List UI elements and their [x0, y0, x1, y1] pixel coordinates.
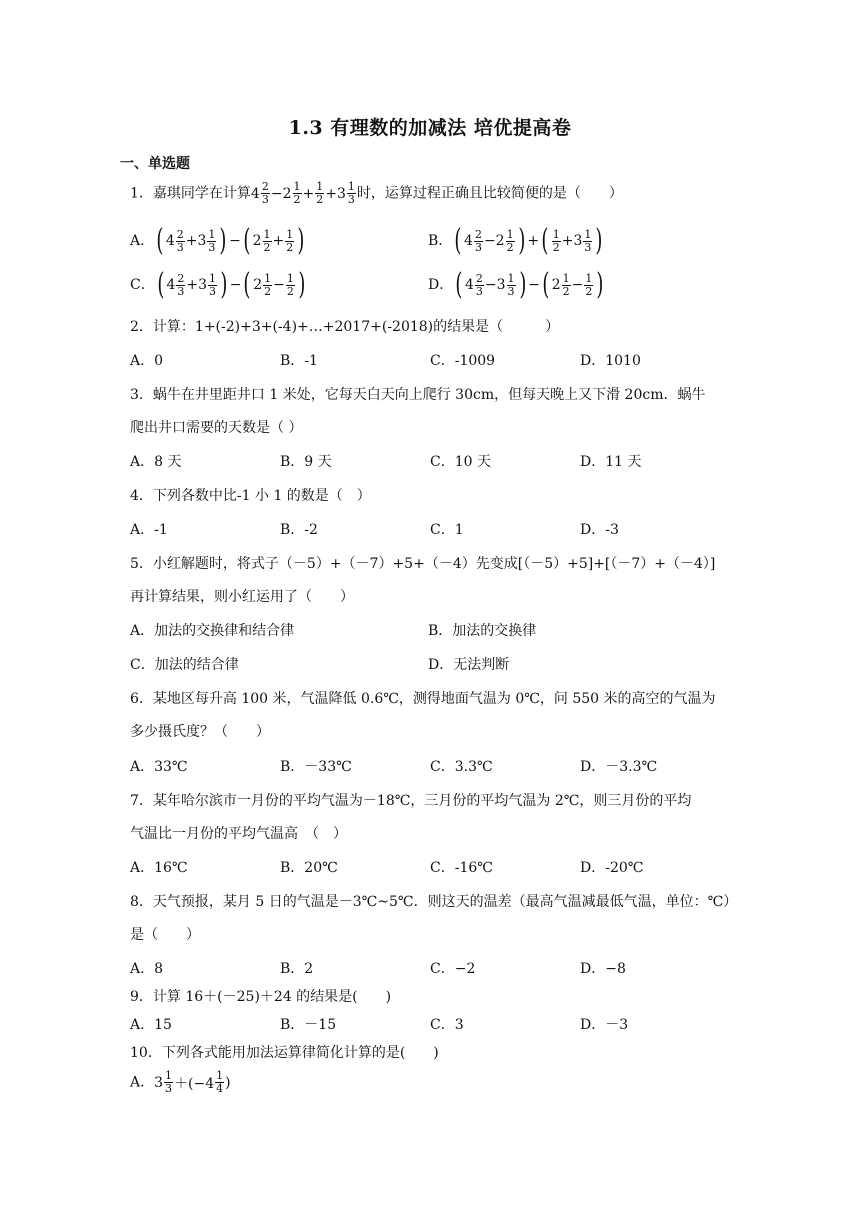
question-7-option-b[interactable]: B．20℃ — [280, 860, 338, 876]
question-3-option-b[interactable]: B．9 天 — [280, 454, 332, 470]
question-1-stem: 1．嘉琪同学在计算 4 $\frac{2}{3}$ − 2 $\frac{1}{2}$ + $\frac{1}{2}$ + 3 $\frac{1}{3}$ 时，运算过程正确且比较简便的是（ ） — [130, 180, 623, 206]
question-7-option-c[interactable]: C．-16℃ — [430, 860, 493, 876]
question-2-option-a[interactable]: A．0 — [130, 353, 164, 369]
question-8-option-a[interactable]: A．8 — [130, 961, 164, 977]
section-heading: 一、单选题 — [120, 156, 190, 172]
question-7-option-a[interactable]: A．16℃ — [130, 860, 188, 876]
question-1-expression: 4 $\frac{2}{3}$ − 2 $\frac{1}{2}$ + $\frac{1}{2}$ + 3 $\frac{1}{3}$ — [250, 180, 355, 206]
question-10-stem: 10．下列各式能用加法运算律简化计算的是( ) — [130, 1045, 439, 1061]
question-4-option-a[interactable]: A．-1 — [130, 522, 168, 538]
question-1-option-a[interactable]: A． ( 4 $\frac{2}{3}$ + 3 $\frac{1}{3}$ ) − ( 2 $\frac{1}{2}$ + $\frac{1}{2}$ ) — [130, 223, 305, 258]
question-4-stem: 4．下列各数中比-1 小 1 的数是（ ） — [130, 488, 371, 504]
question-6-option-d[interactable]: D．－3.3℃ — [580, 759, 658, 775]
question-9-option-a[interactable]: A．15 — [130, 1017, 172, 1033]
question-8-option-c[interactable]: C．−2 — [430, 961, 476, 977]
question-3-option-c[interactable]: C．10 天 — [430, 454, 491, 470]
question-5-stem-line-2: 再计算结果，则小红运用了（ ） — [130, 589, 354, 605]
question-2-stem: 2．计算：1+(-2)+3+(-4)+…+2017+(-2018)的结果是（ ） — [130, 319, 560, 335]
question-2-option-d[interactable]: D．1010 — [580, 353, 641, 369]
question-9-option-d[interactable]: D．－3 — [580, 1017, 629, 1033]
question-6-option-b[interactable]: B．－33℃ — [280, 759, 352, 775]
question-9-option-c[interactable]: C．3 — [430, 1017, 464, 1033]
question-5-option-a[interactable]: A．加法的交换律和结合律 — [130, 623, 295, 639]
question-1-option-c[interactable]: C． ( 4 $\frac{2}{3}$ + 3 $\frac{1}{3}$ ) − ( 2 $\frac{1}{2}$ − $\frac{1}{2}$ ) — [130, 267, 306, 302]
question-3-option-a[interactable]: A．8 天 — [130, 454, 182, 470]
question-4-option-b[interactable]: B．-2 — [280, 522, 318, 538]
question-5-option-c[interactable]: C．加法的结合律 — [130, 657, 239, 673]
question-1-option-d[interactable]: D． ( 4 $\frac{2}{3}$ − 3 $\frac{1}{3}$ ) − ( 2 $\frac{1}{2}$ − $\frac{1}{2}$ ) — [428, 267, 604, 302]
question-10-option-a[interactable]: A． 3 $\frac{1}{3}$ ＋(−4 $\frac{1}{4}$ ) — [130, 1069, 231, 1095]
question-4-option-d[interactable]: D．-3 — [580, 522, 619, 538]
question-8-option-d[interactable]: D．−8 — [580, 961, 626, 977]
question-1-option-b[interactable]: B． ( 4 $\frac{2}{3}$ − 2 $\frac{1}{2}$ ) + ( $\frac{1}{2}$ + 3 $\frac{1}{3}$ ) — [428, 223, 603, 258]
question-3-stem-line-2: 爬出井口需要的天数是（ ） — [130, 420, 303, 436]
question-3-option-d[interactable]: D．11 天 — [580, 454, 642, 470]
question-7-option-d[interactable]: D．-20℃ — [580, 860, 644, 876]
question-7-stem-line-1: 7．某年哈尔滨市一月份的平均气温为－18℃，三月份的平均气温为 2℃，则三月份的平均 — [130, 793, 692, 809]
question-2-option-c[interactable]: C．-1009 — [430, 353, 496, 369]
question-8-stem-line-1: 8．天气预报，某月 5 日的气温是－3℃~5℃．则这天的温差（最高气温减最低气温，单位：℃） — [130, 894, 738, 910]
question-6-stem-line-2: 多少摄氏度？（ ） — [130, 724, 270, 740]
page-title: 1.3 有理数的加减法 培优提高卷 — [288, 117, 572, 139]
question-2-option-b[interactable]: B．-1 — [280, 353, 318, 369]
question-6-stem-line-1: 6．某地区每升高 100 米，气温降低 0.6℃，测得地面气温为 0℃，问 550 米的高空的气温为 — [130, 691, 716, 707]
question-4-option-c[interactable]: C．1 — [430, 522, 464, 538]
question-9-stem: 9．计算 16＋(－25)＋24 的结果是( ) — [130, 989, 392, 1005]
question-6-option-c[interactable]: C．3.3℃ — [430, 759, 493, 775]
question-7-stem-line-2: 气温比一月份的平均气温高 （ ） — [130, 826, 347, 842]
question-3-stem-line-1: 3．蜗牛在井里距井口 1 米处，它每天白天向上爬行 30cm，但每天晚上又下滑 20cm．蜗牛 — [130, 387, 706, 403]
question-8-stem-line-2: 是（ ） — [130, 927, 200, 943]
question-5-stem-line-1: 5．小红解题时，将式子（－5）+（－7）+5+（－4）先变成[（－5）+5]+[（－7）+（－4）] — [130, 556, 716, 572]
question-5-option-d[interactable]: D．无法判断 — [428, 657, 510, 673]
question-8-option-b[interactable]: B．2 — [280, 961, 314, 977]
question-9-option-b[interactable]: B．－15 — [280, 1017, 337, 1033]
question-6-option-a[interactable]: A．33℃ — [130, 759, 188, 775]
question-5-option-b[interactable]: B．加法的交换律 — [428, 623, 537, 639]
